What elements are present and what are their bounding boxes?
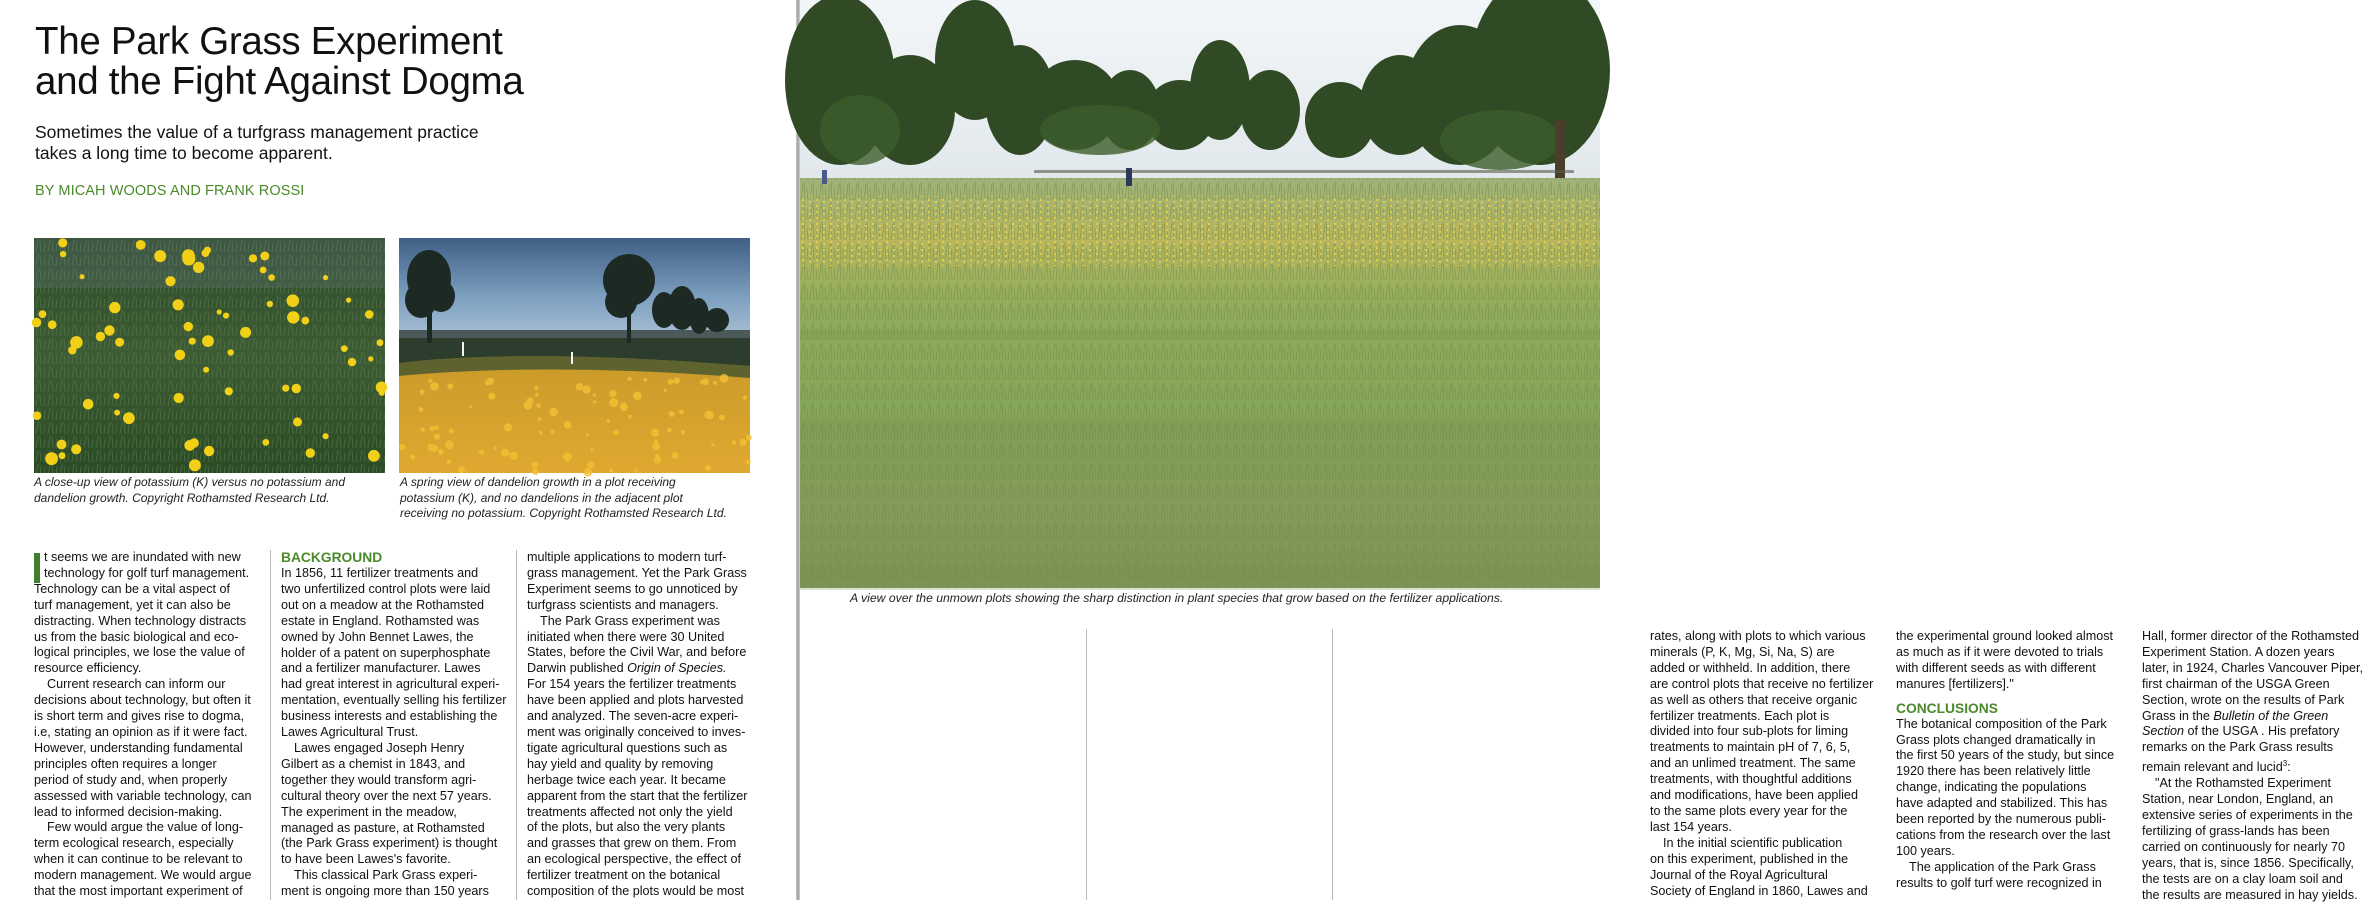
text-line: treatments affected not only the yield: [527, 804, 733, 819]
column-divider: [1332, 629, 1333, 900]
book-title: Origin of Species.: [627, 661, 727, 676]
text-line: In 1856, 11 fertilizer treatments and: [281, 566, 479, 580]
text-line: apparent from the start that the fertilizer: [527, 788, 748, 803]
text-line: Current research can inform our: [47, 677, 226, 692]
text-line: are control plots that receive no fertilizer: [1650, 676, 1874, 691]
byline: BY MICAH WOODS AND FRANK ROSSI: [35, 183, 305, 199]
text-line: the results are measured in hay yields.: [2142, 887, 2358, 902]
text-line: later, in 1924, Charles Vancouver Piper,: [2142, 660, 2363, 675]
text-line: "At the Rothamsted Experiment: [2155, 776, 2331, 791]
text-line: For 154 years the fertilizer treatments: [527, 677, 737, 692]
unmown-plots-photo: [800, 0, 1600, 588]
text-line: Lawes engaged Joseph Henry: [294, 740, 465, 755]
caption-line: potassium (K), and no dandelions in the adjacent plot: [400, 490, 683, 505]
text-run: of the USGA . His prefatory: [2187, 724, 2340, 739]
title-line: The Park Grass Experiment: [35, 20, 503, 63]
text-line: assessed with variable technology, can: [34, 788, 252, 803]
text-line: two unfertilized control plots were laid: [281, 581, 491, 596]
text-line: that the most important experiment of: [34, 884, 243, 899]
text-line: on this experiment, published in the: [1650, 851, 1849, 866]
text-line: hay yield and quality by removing: [527, 756, 714, 771]
text-line: results to golf turf were recognized in: [1896, 875, 2102, 890]
text-line: and modifications, have been applied: [1650, 788, 1858, 803]
text-line: This classical Park Grass experi-: [294, 868, 478, 883]
text-line: modern management. We would argue: [34, 868, 252, 883]
photo-2-caption: [400, 475, 750, 522]
text-line: with different seeds as with different: [1896, 660, 2096, 675]
text-line: when it can continue to be relevant to: [34, 852, 243, 867]
text-line: treatments to maintain pH of 7, 6, 5,: [1650, 740, 1851, 755]
text-line: (the Park Grass experiment) is thought: [281, 836, 498, 851]
text-line: change, indicating the populations: [1896, 780, 2087, 795]
text-line: principles often requires a longer: [34, 756, 217, 771]
text-line: business interests and establishing the: [281, 709, 498, 724]
caption-line: A close-up view of potassium (K) versus no potassium and: [34, 475, 346, 489]
text-line: as much as if it were devoted to trials: [1896, 644, 2104, 659]
subtitle-line: Sometimes the value of a turfgrass management practice: [35, 122, 479, 142]
text-line: The botanical composition of the Park: [1896, 716, 2107, 731]
text-line: minerals (P, K, Mg, Si, Na, S) are: [1650, 644, 1835, 659]
text-run: Grass in the: [2142, 708, 2210, 723]
text-line: However, understanding fundamental: [34, 740, 243, 755]
text-line: technology for golf turf management.: [44, 565, 250, 580]
text-line: us from the basic biological and eco-: [34, 629, 239, 644]
text-line: as well as others that receive organic: [1650, 692, 1858, 707]
text-line: added or withheld. In addition, there: [1650, 660, 1851, 675]
text-line: and an unlimed treatment. The same: [1650, 756, 1856, 771]
text-line: the first 50 years of the study, but since: [1896, 748, 2115, 763]
text-line: herbage twice each year. It became: [527, 772, 726, 787]
body-column-1: [34, 550, 259, 900]
text-line: fertilizer treatment on the botanical: [527, 868, 721, 883]
text-line: Experiment Station. A dozen years: [2142, 644, 2335, 659]
subtitle-line: takes a long time to become apparent.: [35, 143, 333, 163]
text-line: and a fertilizer manufacturer. Lawes: [281, 661, 481, 676]
text-line: Lawes Agricultural Trust.: [281, 725, 419, 740]
photo-3-caption: A view over the unmown plots showing the sharp distinction in plant species that grow based on the fertilizer applications.: [850, 591, 1504, 605]
text-line: carried on continuously for nearly 70: [2142, 839, 2346, 854]
text-line: have been applied and plots harvested: [527, 693, 744, 708]
text-line: Experiment seems to go unnoticed by: [527, 581, 738, 596]
text-line: mentation, eventually selling his fertilizer: [281, 693, 507, 708]
right-page: [800, 0, 2363, 902]
column-divider: [516, 550, 517, 900]
text-line: distracting. When technology distracts: [34, 613, 247, 628]
text-line: Society of England in 1860, Lawes and: [1650, 883, 1868, 898]
text-line: ment was originally conceived to inves-: [527, 724, 746, 739]
text-line: In the initial scientific publication: [1663, 835, 1843, 850]
text-line: the experimental ground looked almost: [1896, 629, 2114, 643]
text-line: fertilizing of grass-lands has been: [2142, 824, 2330, 839]
text-line: an ecological perspective, the effect of: [527, 852, 741, 867]
text-line: owned by John Bennet Lawes, the: [281, 629, 474, 644]
text-line: [2142, 709, 2372, 725]
text-line: [527, 661, 752, 677]
text-line: and analyzed. The seven-acre experi-: [527, 709, 739, 724]
text-line: been reported by the numerous publi-: [1896, 812, 2107, 827]
text-line: grass management. Yet the Park Grass: [527, 565, 747, 580]
text-line: ment is ongoing more than 150 years: [281, 884, 489, 899]
body-column-4: [1650, 629, 1880, 899]
text-line: Hall, former director of the Rothamsted: [2142, 629, 2359, 643]
text-line: together they would transform agri-: [281, 772, 477, 787]
body-column-2: [281, 550, 506, 900]
text-line: holder of a patent on superphosphate: [281, 645, 491, 660]
text-line: The experiment in the meadow,: [281, 804, 457, 819]
text-line: to have been Lawes's favorite.: [281, 852, 451, 867]
text-line: [2142, 724, 2372, 740]
text-line: The Park Grass experiment was: [540, 613, 720, 628]
body-column-6: [2142, 629, 2372, 904]
text-line: the tests are on a clay loam soil and: [2142, 871, 2343, 886]
photo-1-caption: [34, 475, 379, 506]
text-line: out on a meadow at the Rothamsted: [281, 597, 485, 612]
text-line: turf management, yet it can also be: [34, 597, 231, 612]
caption-line: A spring view of dandelion growth in a plot receiving: [400, 475, 676, 489]
text-line: to the same plots every year for the: [1650, 803, 1848, 818]
text-line: Few would argue the value of long-: [47, 820, 244, 835]
text-line: term ecological research, especially: [34, 836, 234, 851]
publication-title: Bulletin of the Green: [2213, 708, 2329, 723]
text-line: The application of the Park Grass: [1909, 859, 2096, 874]
text-line: Gilbert as a chemist in 1843, and: [281, 756, 466, 771]
text-line: i.e, stating an opinion as if it were fact.: [34, 724, 248, 739]
body-column-5: [1896, 629, 2126, 892]
text-line: 100 years.: [1896, 843, 1955, 858]
text-run: :: [2287, 760, 2291, 775]
text-line: last 154 years.: [1650, 819, 1732, 834]
text-line: divided into four sub-plots for liming: [1650, 724, 1849, 739]
text-line: had great interest in agricultural experi-: [281, 677, 500, 692]
section-heading-conclusions: CONCLUSIONS: [1896, 700, 1998, 716]
text-line: of the plots, but also the very plants: [527, 820, 726, 835]
caption-line: dandelion growth. Copyright Rothamsted Research Ltd.: [34, 490, 330, 505]
text-line: decisions about technology, but often it: [34, 693, 251, 708]
text-line: first chairman of the USGA Green: [2142, 676, 2330, 691]
text-line: extensive series of experiments in the: [2142, 808, 2353, 823]
text-line: treatments, with thoughtful additions: [1650, 772, 1852, 787]
text-line: is short term and gives rise to dogma,: [34, 709, 244, 724]
text-line: managed as pasture, at Rothamsted: [281, 820, 485, 835]
publication-title: Section: [2142, 724, 2185, 739]
article-title: [35, 22, 595, 102]
text-line: Grass plots changed dramatically in: [1896, 732, 2096, 747]
text-line: States, before the Civil War, and before: [527, 645, 747, 660]
text-line: Section, wrote on the results of Park: [2142, 692, 2345, 707]
text-run: Darwin published: [527, 661, 624, 676]
text-line: rates, along with plots to which various: [1650, 629, 1866, 643]
text-line: 1920 there has been relatively little: [1896, 764, 2091, 779]
text-line: estate in England. Rothamsted was: [281, 613, 480, 628]
text-line: years, that is, since 1856. Specifically,: [2142, 855, 2354, 870]
text-line: composition of the plots would be most: [527, 884, 745, 899]
text-line: Technology can be a vital aspect of: [34, 581, 231, 596]
text-line: remarks on the Park Grass results: [2142, 740, 2334, 755]
text-line: fertilizer treatments. Each plot is: [1650, 708, 1830, 723]
text-line: initiated when there were 30 United: [527, 629, 725, 644]
left-page: [0, 0, 796, 900]
text-line: lead to informed decision-making.: [34, 804, 223, 819]
text-line: Station, near London, England, an: [2142, 792, 2334, 807]
text-run: remain relevant and lucid: [2142, 760, 2283, 775]
column-divider: [270, 550, 271, 900]
text-line: and grasses that grew on them. From: [527, 836, 737, 851]
text-line: t seems we are inundated with new: [44, 550, 241, 564]
text-line: Journal of the Royal Agricultural: [1650, 867, 1828, 882]
dandelion-plot-photo: [399, 238, 750, 473]
body-column-3: [527, 550, 752, 900]
section-heading-background: BACKGROUND: [281, 550, 383, 565]
footnote-ref: 3: [2282, 759, 2288, 769]
text-line: tigate agricultural questions such as: [527, 740, 728, 755]
text-line: logical principles, we lose the value of: [34, 645, 245, 660]
text-line: resource efficiency.: [34, 661, 142, 676]
text-line: cultural theory over the next 57 years.: [281, 788, 492, 803]
text-line: have adapted and stabilized. This has: [1896, 796, 2108, 811]
text-line: turfgrass scientists and managers.: [527, 597, 719, 612]
title-line: and the Fight Against Dogma: [35, 60, 524, 103]
text-line: manures [fertilizers].": [1896, 676, 2014, 691]
text-line: [2142, 756, 2372, 776]
column-divider: [1086, 629, 1087, 900]
caption-line: receiving no potassium. Copyright Rothamsted Research Ltd.: [400, 506, 727, 520]
text-line: period of study and, when properly: [34, 772, 228, 787]
dandelion-closeup-photo: [34, 238, 385, 473]
text-line: cations from the research over the last: [1896, 827, 2111, 842]
article-subtitle: [35, 122, 555, 164]
text-line: multiple applications to modern turf-: [527, 550, 727, 564]
